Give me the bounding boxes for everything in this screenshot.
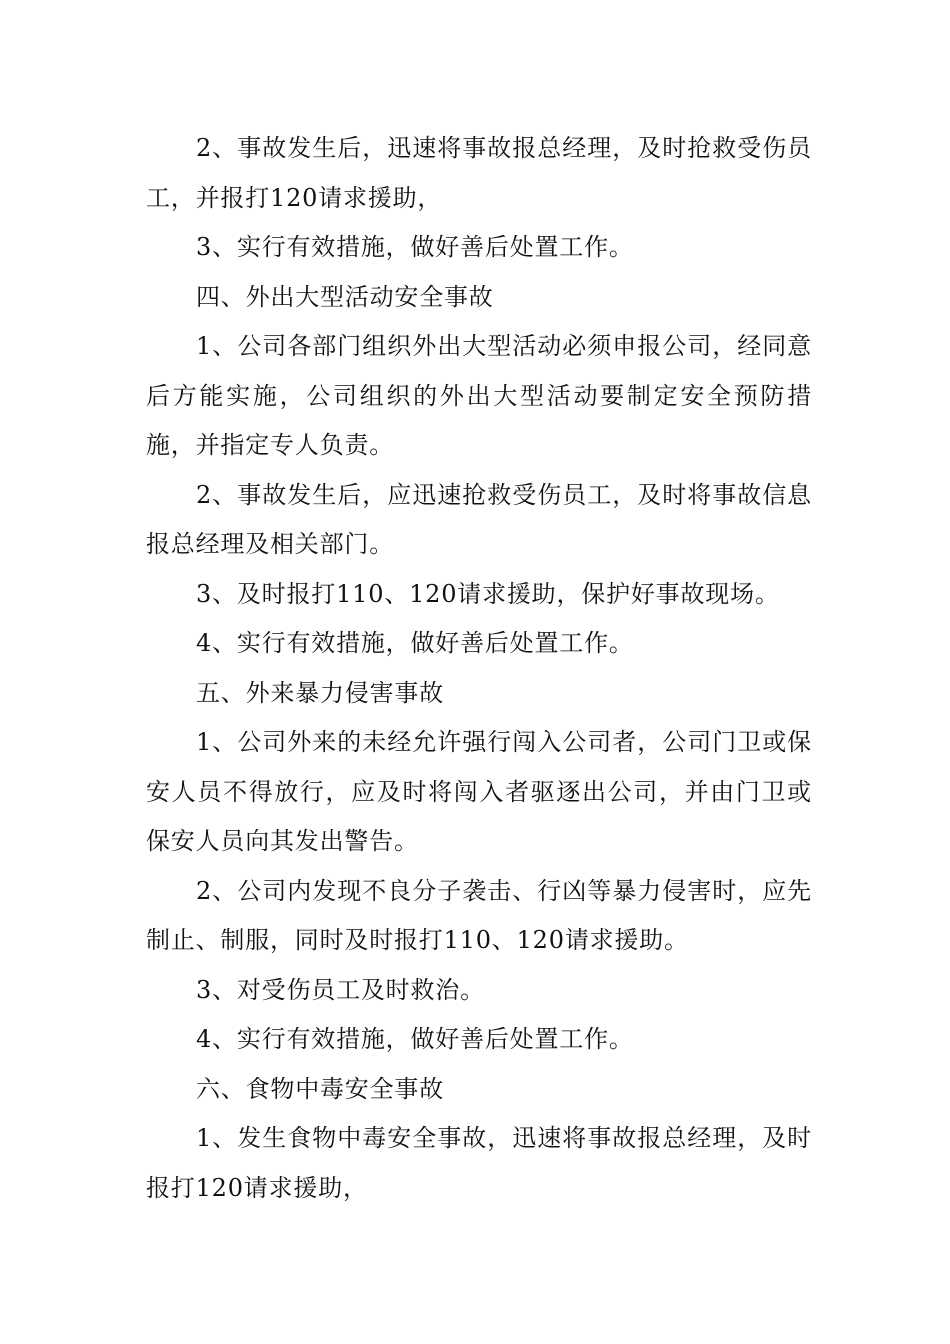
paragraph-food-poisoning-report: 1、发生食物中毒安全事故，迅速将事故报总经理，及时报打120请求援助， [146, 1124, 812, 1202]
paragraph-aftermath: 3、实行有效措施，做好善后处置工作。 [196, 233, 634, 261]
document-body [146, 124, 812, 1213]
section-heading-food-poisoning: 六、食物中毒安全事故 [196, 1074, 444, 1103]
paragraph-outing-aftermath: 4、实行有效措施，做好善后处置工作。 [196, 629, 634, 657]
paragraph-outing-rescue: 2、事故发生后，应迅速抢救受伤员工，及时将事故信息报总经理及相关部门。 [146, 480, 812, 558]
paragraph-outing-call-help: 3、及时报打110、120请求援助，保护好事故现场。 [196, 579, 780, 608]
paragraph-violence-intruder: 1、公司外来的未经允许强行闯入公司者，公司门卫或保安人员不得放行，应及时将闯入者驱逐出公司，并由门卫或保安人员向其发出警告。 [146, 728, 812, 855]
section-heading-violence: 五、外来暴力侵害事故 [196, 678, 444, 707]
paragraph-accident-report: 2、事故发生后，迅速将事故报总经理，及时抢救受伤员工，并报打120请求援助， [146, 134, 812, 212]
paragraph-violence-aftermath: 4、实行有效措施，做好善后处置工作。 [196, 1025, 634, 1053]
paragraph-outing-approval: 1、公司各部门组织外出大型活动必须申报公司，经同意后方能实施，公司组织的外出大型活动要制定安全预防措施，并指定专人负责。 [146, 332, 812, 459]
section-heading-outing-accident: 四、外出大型活动安全事故 [196, 282, 494, 311]
paragraph-violence-attack: 2、公司内发现不良分子袭击、行凶等暴力侵害时，应先制止、制服，同时及时报打110、120请求援助。 [146, 876, 812, 954]
paragraph-violence-treatment: 3、对受伤员工及时救治。 [196, 975, 485, 1004]
